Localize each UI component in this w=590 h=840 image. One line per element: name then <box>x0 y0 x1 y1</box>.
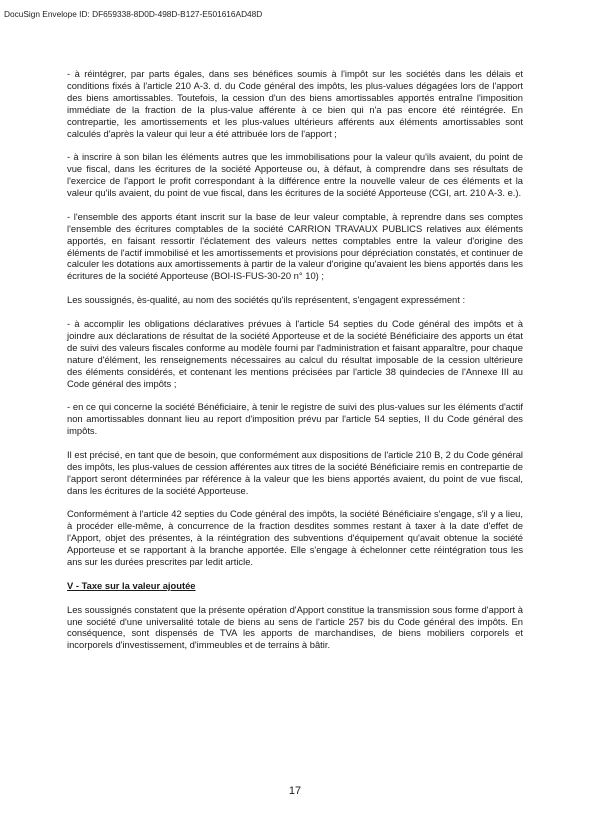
paragraph-tva: Les soussignés constatent que la présente opération d'Apport constitue la transmission sous forme d'apport à une société d'une universalité totale de biens au sens de l'article 257 bis du Code général des impôts. En conséquence, sont dispensés de TVA les apports de marchandises, de biens mobiliers corporels et incorporels d'investissement, d'immeubles et de terrains à bâtir. <box>67 603 523 651</box>
paragraph-article-42-septies: Conformément à l'article 42 septies du Code général des impôts, la société Bénéficiaire s'engage, s'il y a lieu, à procéder elle-même, à concurrence de la fraction desdites sommes restant à taxer à la date d'effet de l'Apport, objet des présentes, à la réintégration des subventions d'équipement qu'avait obtenue la société Apporteuse et se rapportant à la branche apportée. Elle s'engage à échelonner cette réintégration tous les ans sur les durées prescrites par ledit article. <box>67 508 523 568</box>
page-number: 17 <box>288 785 302 797</box>
docusign-envelope-id: DocuSign Envelope ID: DF659338-8D0D-498D-B127-E501616AD48D <box>4 9 263 19</box>
section-title-tva: V - Taxe sur la valeur ajoutée <box>67 579 196 591</box>
paragraph-obligations-declaratives: - à accomplir les obligations déclaratives prévues à l'article 54 septies du Code général des impôts et à joindre aux déclarations de résultat de la société Apporteuse et de la société Bénéficiaire des apports un état de suivi des valeurs fiscales conforme au modèle fourni par l'administration et faisant apparaître, pour chaque nature d'élément, les renseignements nécessaires au calcul du résultat imposable de la cession ultérieure des éléments considérés, et contenant les mentions précisées par l'article 38 quindecies de l'Annexe III au Code général des impôts ; <box>67 317 523 389</box>
paragraph-reintegration-plus-values: - à réintégrer, par parts égales, dans ses bénéfices soumis à l'impôt sur les sociétés dans les délais et conditions fixés à l'article 210 A-3. d. du Code général des impôts, les plus-values dégagées lors de l'apport des biens amortissables. Toutefois, la cession d'un des biens amortissables apportés entraîne l'imposition immédiate de la fraction de la plus-value afférente à ce bien qui n'a pas encore été réintégrée. En contrepartie, les amortissements et les plus-values ultérieurs afférents aux éléments amortissables sont calculés d'après la valeur qui leur a été attribuée lors de l'apport ; <box>67 68 523 139</box>
paragraph-engagement-soussignes: Les soussignés, ès-qualité, au nom des sociétés qu'ils représentent, s'engagent expressément : <box>67 294 466 306</box>
paragraph-ecritures-comptables: - l'ensemble des apports étant inscrit sur la base de leur valeur comptable, à reprendre dans ses comptes l'ensemble des écritures comptables de la société CARRION TRAVAUX PUBLICS relatives aux éléments apportés, en faisant ressortir l'éclatement des valeurs nettes comptables entre la valeur d'origine des éléments de l'actif immobilisé et les amortissements et provisions pour dépréciation constatés, et continuer de calculer les dotations aux amortissements à partir de la valeur d'origine qu'avaient les biens apportés dans les écritures de la société Apporteuse (BOI-IS-FUS-30-20 n° 10) ; <box>67 210 523 282</box>
document-body <box>67 68 523 663</box>
paragraph-registre-suivi: - en ce qui concerne la société Bénéficiaire, à tenir le registre de suivi des plus-values sur les éléments d'actif non amortissables donnant lieu au report d'imposition prévu par l'article 54 septies, II du Code général des impôts. <box>67 401 523 437</box>
paragraph-article-210b: Il est précisé, en tant que de besoin, que conformément aux dispositions de l'article 210 B, 2 du Code général des impôts, les plus-values de cession afférentes aux titres de la société Bénéficiaire remis en contrepartie de l'apport seront déterminées par référence à la valeur que les biens apportés avaient, du point de vue fiscal, dans les écritures de la société Apporteuse. <box>67 448 523 496</box>
paragraph-inscription-bilan: - à inscrire à son bilan les éléments autres que les immobilisations pour la valeur qu'ils avaient, du point de vue fiscal, dans les écritures de la société Apporteuse ou, à défaut, à comprendre dans ses résultats de l'exercice de l'apport le profit correspondant à la différence entre la nouvelle valeur de ces éléments et la valeur qu'ils avaient, du point de vue fiscal, dans les écritures de la société Apporteuse (CGI, art. 210 A-3. e.). <box>67 151 523 199</box>
